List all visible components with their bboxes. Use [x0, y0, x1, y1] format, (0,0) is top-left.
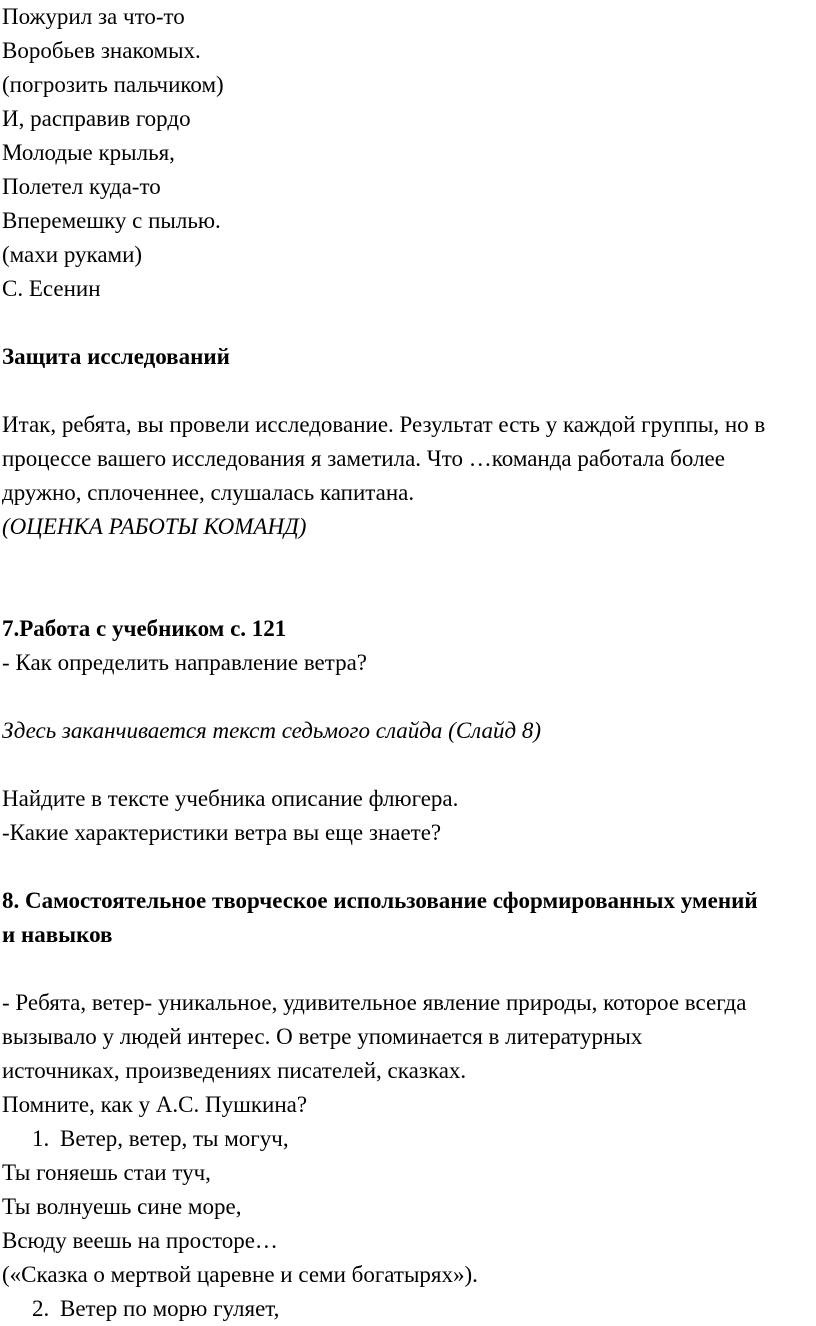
paragraph-line: дружно, сплоченнее, слушалась капитана. — [2, 480, 415, 505]
slide-note: Здесь заканчивается текст седьмого слайда (Слайд 8) — [2, 718, 542, 743]
paragraph-line: процессе вашего исследования я заметила. Что …команда работала более — [2, 446, 725, 471]
poem-line: Ты волнуешь сине море, — [2, 1194, 242, 1219]
poem-line: (махи руками) — [2, 242, 143, 267]
spacer — [2, 748, 816, 782]
list-number: 2. — [32, 1296, 50, 1321]
spacer — [2, 374, 816, 408]
spacer — [2, 952, 816, 986]
poem-author: С. Есенин — [2, 276, 101, 301]
task-line: Найдите в тексте учебника описание флюгера. — [2, 786, 459, 811]
poem-fragment — [2, 0, 816, 306]
poem-line: Молодые крылья, — [2, 140, 175, 165]
poem-line: Вперемешку с пылью. — [2, 208, 221, 233]
list-number: 1. — [32, 1126, 50, 1151]
spacer — [2, 306, 816, 340]
paragraph-line: вызывало у людей интерес. О ветре упоминается в литературных — [2, 1024, 643, 1049]
section-8 — [2, 884, 816, 1326]
section-heading: Защита исследований — [2, 344, 230, 369]
section-defense — [2, 340, 816, 544]
paragraph-line: Итак, ребята, вы провели исследование. Результат есть у каждой группы, но в — [2, 412, 766, 437]
poem-source: («Сказка о мертвой царевне и семи богатырях»). — [2, 1262, 478, 1287]
paragraph-line: источниках, произведениях писателей, сказках. — [2, 1058, 467, 1083]
section-heading: 8. Самостоятельное творческое использование сформированных умений — [2, 888, 758, 913]
assessment-note: (ОЦЕНКА РАБОТЫ КОМАНД) — [2, 514, 307, 539]
section-7 — [2, 612, 816, 850]
poem-line: Всюду веешь на просторе… — [2, 1228, 278, 1253]
paragraph-line: - Ребята, ветер- уникальное, удивительное явление природы, которое всегда — [2, 990, 747, 1015]
spacer — [2, 578, 816, 612]
list-item — [2, 1122, 816, 1156]
task-line: -Какие характеристики ветра вы еще знаете? — [2, 820, 442, 845]
poem-line: И, расправив гордо — [2, 106, 191, 131]
paragraph-line: Помните, как у А.С. Пушкина? — [2, 1092, 308, 1117]
poem-line: Пожурил за что-то — [2, 4, 185, 29]
poem-line: Воробьев знакомых. — [2, 38, 201, 63]
list-text: Ветер по морю гуляет, — [60, 1296, 280, 1321]
poem-line: Ты гоняешь стаи туч, — [2, 1160, 211, 1185]
poem-line: (погрозить пальчиком) — [2, 72, 224, 97]
list-item — [2, 1292, 816, 1326]
poem-line: Полетел куда-то — [2, 174, 161, 199]
spacer — [2, 850, 816, 884]
section-heading: и навыков — [2, 922, 113, 947]
section-heading: 7.Работа с учебником с. 121 — [2, 616, 287, 641]
question-line: - Как определить направление ветра? — [2, 650, 368, 675]
spacer — [2, 680, 816, 714]
spacer — [2, 544, 816, 578]
list-text: Ветер, ветер, ты могуч, — [60, 1126, 289, 1151]
